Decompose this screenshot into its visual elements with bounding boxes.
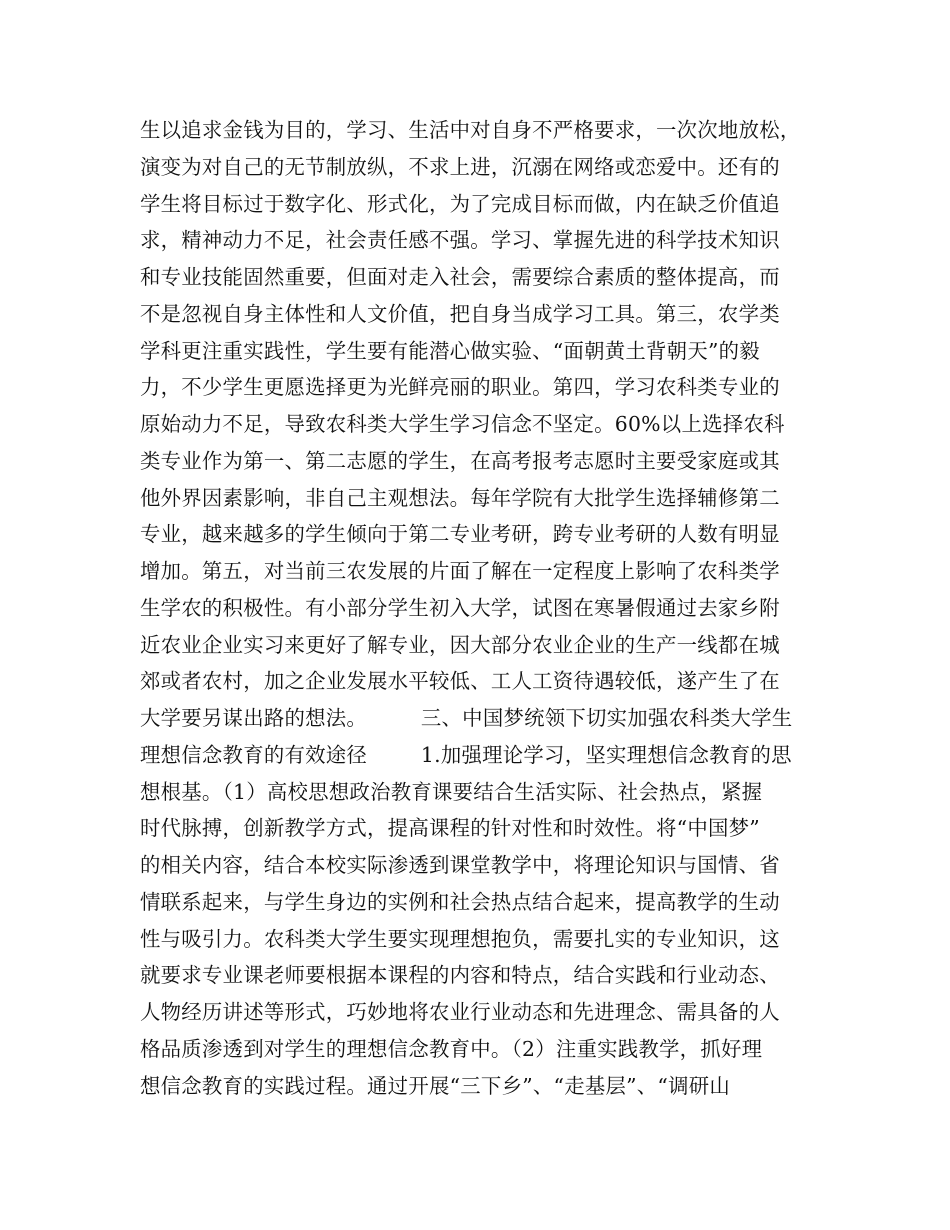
- text-line: 就要求专业课老师要根据本课程的内容和特点，结合实践和行业动态、: [140, 963, 780, 988]
- text-line: 生学农的积极性。有小部分学生初入大学，试图在寒暑假通过去家乡附: [140, 595, 780, 620]
- text-line: 大学要另谋出路的想法。 三、中国梦统领下切实加强农科类大学生: [140, 706, 793, 730]
- text-line: 演变为对自己的无节制放纵，不求上进，沉溺在网络或恋爱中。还有的: [140, 154, 780, 179]
- text-line: 想信念教育的实践过程。通过开展“三下乡”、“走基层”、“调研山: [140, 1073, 731, 1098]
- text-line: 和专业技能固然重要，但面对走入社会，需要综合素质的整体提高，而: [140, 265, 780, 289]
- body-text: [140, 112, 820, 1104]
- text-line: 近农业企业实习来更好了解专业，因大部分农业企业的生产一线都在城: [140, 632, 780, 657]
- text-line: 生以追求金钱为目的，学习、生活中对自身不严格要求，一次次地放松，: [140, 118, 801, 142]
- text-line: 类专业作为第一、第二志愿的学生，在高考报考志愿时主要受家庭或其: [140, 448, 780, 473]
- text-line: 情联系起来，与学生身边的实例和社会热点结合起来，提高教学的生动: [140, 889, 780, 914]
- text-line: 时代脉搏，创新教学方式，提高课程的针对性和时效性。将“中国梦”: [140, 816, 760, 841]
- text-line: 学科更注重实践性，学生要有能潜心做实验、“面朝黄土背朝天”的毅: [140, 338, 760, 363]
- text-line: 郊或者农村，加之企业发展水平较低、工人工资待遇较低，遂产生了在: [140, 669, 780, 694]
- text-line: 不是忽视自身主体性和人文价值，把自身当成学习工具。第三，农学类: [140, 301, 780, 326]
- text-line: 求，精神动力不足，社会责任感不强。学习、掌握先进的科学技术知识: [140, 228, 780, 253]
- text-line: 格品质渗透到对学生的理想信念教育中。（2）注重实践教学，抓好理: [140, 1036, 763, 1061]
- text-line: 人物经历讲述等形式，巧妙地将农业行业动态和先进理念、需具备的人: [140, 1000, 780, 1024]
- text-line: 性与吸引力。农科类大学生要实现理想抱负，需要扎实的专业知识，这: [140, 926, 780, 951]
- text-line: 力，不少学生更愿选择更为光鲜亮丽的职业。第四，学习农科类专业的: [140, 375, 780, 400]
- text-line: 专业，越来越多的学生倾向于第二专业考研，跨专业考研的人数有明显: [140, 522, 780, 547]
- text-line: 学生将目标过于数字化、形式化，为了完成目标而做，内在缺乏价值追: [140, 191, 780, 216]
- text-line: 他外界因素影响，非自己主观想法。每年学院有大批学生选择辅修第二: [140, 485, 780, 510]
- text-line: 原始动力不足，导致农科类大学生学习信念不坚定。60%以上选择农科: [140, 412, 785, 436]
- text-line: 想根基。（1）高校思想政治教育课要结合生活实际、社会热点，紧握: [140, 779, 763, 804]
- text-line: 增加。第五，对当前三农发展的片面了解在一定程度上影响了农科类学: [140, 559, 780, 583]
- text-line: 理想信念教育的有效途径 1.加强理论学习，坚实理想信念教育的思: [140, 742, 792, 767]
- text-line: 的相关内容，结合本校实际渗透到课堂教学中，将理论知识与国情、省: [140, 853, 780, 877]
